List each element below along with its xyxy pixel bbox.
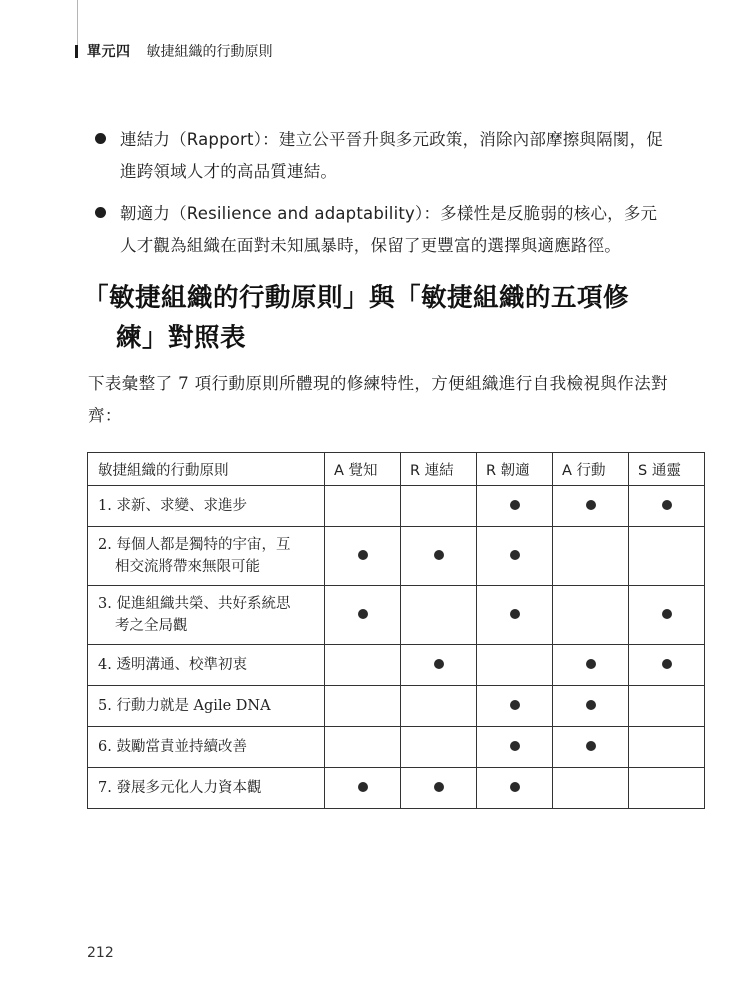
principle-label-continued: 考之全局觀 xyxy=(115,618,188,634)
filled-dot-icon xyxy=(510,700,520,710)
mark-cell xyxy=(325,686,401,727)
principle-label: 6. 鼓勵當責並持續改善 xyxy=(98,739,247,755)
mark-cell xyxy=(477,686,553,727)
header-spirit: S 通靈 xyxy=(629,453,705,486)
mark-cell xyxy=(629,486,705,527)
principle-cell xyxy=(88,586,325,645)
table-body xyxy=(88,486,705,809)
bullet-term: 韌適力（Resilience and adaptability） xyxy=(120,204,424,223)
mark-cell xyxy=(553,527,629,586)
bullet-description: ：建立公平晉升與多元政策，消除內部摩擦與隔閡，促進跨領域人才的高品質連結。 xyxy=(120,130,663,181)
mark-cell xyxy=(553,645,629,686)
mark-cell xyxy=(477,527,553,586)
bullet-icon xyxy=(95,133,106,144)
mark-cell xyxy=(629,586,705,645)
filled-dot-icon xyxy=(358,782,368,792)
chapter-title: 敏捷組織的行動原則 xyxy=(146,44,273,60)
mark-cell xyxy=(629,527,705,586)
table-row xyxy=(88,645,705,686)
mark-cell xyxy=(553,486,629,527)
table-row xyxy=(88,727,705,768)
running-head-marker xyxy=(75,45,78,58)
filled-dot-icon xyxy=(358,550,368,560)
table-header-row xyxy=(88,453,705,486)
filled-dot-icon xyxy=(510,782,520,792)
mark-cell xyxy=(553,727,629,768)
filled-dot-icon xyxy=(662,659,672,669)
principle-cell xyxy=(88,686,325,727)
mark-cell xyxy=(477,586,553,645)
principle-label: 5. 行動力就是 Agile DNA xyxy=(98,698,271,714)
principle-label: 1. 求新、求變、求進步 xyxy=(98,498,247,514)
principle-label: 2. 每個人都是獨特的宇宙，互 xyxy=(98,537,291,553)
table-row xyxy=(88,486,705,527)
mark-cell xyxy=(325,486,401,527)
filled-dot-icon xyxy=(586,659,596,669)
filled-dot-icon xyxy=(662,609,672,619)
mark-cell xyxy=(553,768,629,809)
mark-cell xyxy=(629,686,705,727)
filled-dot-icon xyxy=(586,741,596,751)
header-awareness: A 覺知 xyxy=(325,453,401,486)
header-resilience: R 韌適 xyxy=(477,453,553,486)
principle-label: 3. 促進組織共榮、共好系統思 xyxy=(98,596,291,612)
filled-dot-icon xyxy=(510,500,520,510)
principle-label: 4. 透明溝通、校準初衷 xyxy=(98,657,247,673)
filled-dot-icon xyxy=(510,741,520,751)
mark-cell xyxy=(401,768,477,809)
section-heading xyxy=(83,278,683,358)
mark-cell xyxy=(401,645,477,686)
bullet-text xyxy=(120,124,665,188)
mark-cell xyxy=(325,527,401,586)
filled-dot-icon xyxy=(434,782,444,792)
mark-cell xyxy=(325,768,401,809)
heading-line-2: 練」對照表 xyxy=(116,323,247,353)
principle-cell xyxy=(88,768,325,809)
mark-cell xyxy=(477,768,553,809)
principle-cell xyxy=(88,486,325,527)
mark-cell xyxy=(477,486,553,527)
comparison-table-wrapper xyxy=(87,452,705,809)
filled-dot-icon xyxy=(586,500,596,510)
table-row xyxy=(88,586,705,645)
table-row xyxy=(88,527,705,586)
page-number: 212 xyxy=(87,945,114,961)
filled-dot-icon xyxy=(586,700,596,710)
bullet-item-rapport xyxy=(95,124,665,188)
principle-cell xyxy=(88,527,325,586)
principle-cell xyxy=(88,727,325,768)
mark-cell xyxy=(629,768,705,809)
heading-line-1: 「敏捷組織的行動原則」與「敏捷組織的五項修 xyxy=(83,283,630,313)
header-principle: 敏捷組織的行動原則 xyxy=(88,453,325,486)
mark-cell xyxy=(477,645,553,686)
header-rapport: R 連結 xyxy=(401,453,477,486)
mark-cell xyxy=(401,727,477,768)
intro-paragraph: 下表彙整了 7 項行動原則所體現的修練特性，方便組織進行自我檢視與作法對齊： xyxy=(88,374,668,425)
mark-cell xyxy=(629,727,705,768)
mark-cell xyxy=(401,486,477,527)
table-row xyxy=(88,686,705,727)
mark-cell xyxy=(401,527,477,586)
principle-cell xyxy=(88,645,325,686)
mark-cell xyxy=(629,645,705,686)
running-head xyxy=(75,40,273,62)
header-action: A 行動 xyxy=(553,453,629,486)
mark-cell xyxy=(553,586,629,645)
mark-cell xyxy=(325,727,401,768)
bullet-description: ：多樣性是反脆弱的核心，多元人才觀為組織在面對未知風暴時，保留了更豐富的選擇與適應路徑。 xyxy=(120,204,658,255)
filled-dot-icon xyxy=(662,500,672,510)
mark-cell xyxy=(401,686,477,727)
filled-dot-icon xyxy=(510,609,520,619)
mark-cell xyxy=(553,686,629,727)
filled-dot-icon xyxy=(358,609,368,619)
principle-label-continued: 相交流將帶來無限可能 xyxy=(115,559,260,575)
mark-cell xyxy=(477,727,553,768)
unit-label: 單元四 xyxy=(87,44,131,60)
filled-dot-icon xyxy=(510,550,520,560)
bullet-icon xyxy=(95,207,106,218)
bullet-text xyxy=(120,198,665,262)
bullet-term: 連結力（Rapport） xyxy=(120,130,263,149)
bullet-item-resilience xyxy=(95,198,665,262)
filled-dot-icon xyxy=(434,550,444,560)
comparison-table xyxy=(87,452,705,809)
table-row xyxy=(88,768,705,809)
bullet-list xyxy=(95,124,665,272)
mark-cell xyxy=(325,645,401,686)
filled-dot-icon xyxy=(434,659,444,669)
mark-cell xyxy=(325,586,401,645)
principle-label: 7. 發展多元化人力資本觀 xyxy=(98,780,262,796)
mark-cell xyxy=(401,586,477,645)
